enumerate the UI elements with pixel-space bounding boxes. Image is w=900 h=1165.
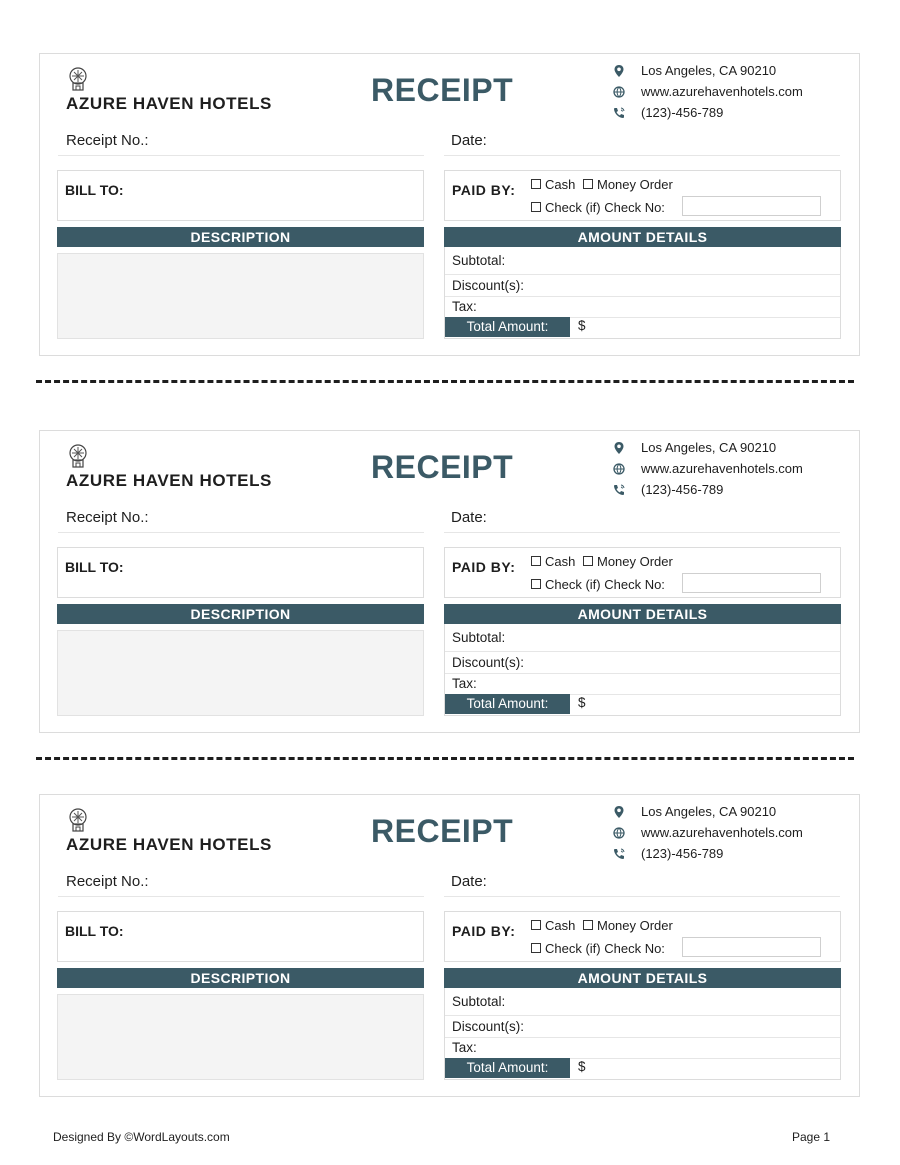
paid-by-label: PAID BY: xyxy=(452,559,516,575)
cut-line xyxy=(36,380,854,383)
payment-options-row-2 xyxy=(531,200,665,215)
check-number-field[interactable] xyxy=(682,573,821,593)
currency-symbol: $ xyxy=(578,318,586,333)
check-checkbox[interactable] xyxy=(531,579,541,589)
bill-to-label: BILL TO: xyxy=(65,559,124,575)
cash-checkbox[interactable] xyxy=(531,920,541,930)
address-text: Los Angeles, CA 90210 xyxy=(641,63,777,78)
description-header: DESCRIPTION xyxy=(57,604,424,624)
hotel-logo-icon xyxy=(65,444,91,468)
check-label: Check (if) Check No: xyxy=(545,200,665,215)
amount-details-header: AMOUNT DETAILS xyxy=(444,968,841,988)
discount-label: Discount(s): xyxy=(452,655,525,670)
receipt-number-label: Receipt No.: xyxy=(66,509,149,526)
currency-symbol: $ xyxy=(578,1059,586,1074)
location-pin-icon xyxy=(612,805,626,819)
receipt-number-line[interactable] xyxy=(58,532,424,533)
phone-icon xyxy=(612,106,626,120)
phone-text: (123)-456-789 xyxy=(641,482,724,497)
check-number-field[interactable] xyxy=(682,937,821,957)
phone-text: (123)-456-789 xyxy=(641,105,724,120)
receipt-card xyxy=(39,430,860,733)
receipt-card xyxy=(39,794,860,1097)
receipt-number-label: Receipt No.: xyxy=(66,873,149,890)
receipt-title: RECEIPT xyxy=(371,72,514,108)
money-order-label: Money Order xyxy=(596,554,673,569)
hotel-name: AZURE HAVEN HOTELS xyxy=(66,471,272,490)
description-header: DESCRIPTION xyxy=(57,968,424,988)
description-area[interactable] xyxy=(57,253,424,339)
paid-by-box xyxy=(444,170,841,221)
date-label: Date: xyxy=(451,873,487,890)
money-order-checkbox[interactable] xyxy=(583,556,593,566)
globe-icon xyxy=(612,462,626,476)
website-link[interactable]: www.azurehavenhotels.com xyxy=(641,84,803,99)
tax-label: Tax: xyxy=(452,1040,477,1055)
amount-details-box xyxy=(444,247,841,339)
discount-label: Discount(s): xyxy=(452,1019,525,1034)
paid-by-label: PAID BY: xyxy=(452,182,516,198)
subtotal-label: Subtotal: xyxy=(452,253,506,268)
bill-to-box[interactable] xyxy=(57,170,424,221)
website-link[interactable]: www.azurehavenhotels.com xyxy=(641,461,803,476)
check-checkbox[interactable] xyxy=(531,202,541,212)
money-order-checkbox[interactable] xyxy=(583,179,593,189)
page-number: Page 1 xyxy=(792,1130,831,1144)
date-label: Date: xyxy=(451,132,487,149)
bill-to-box[interactable] xyxy=(57,547,424,598)
total-amount-label: Total Amount: xyxy=(445,694,570,714)
check-number-field[interactable] xyxy=(682,196,821,216)
amount-details-header: AMOUNT DETAILS xyxy=(444,227,841,247)
location-pin-icon xyxy=(612,64,626,78)
phone-text: (123)-456-789 xyxy=(641,846,724,861)
amount-details-header: AMOUNT DETAILS xyxy=(444,604,841,624)
receipt-number-line[interactable] xyxy=(58,896,424,897)
row-divider xyxy=(445,274,840,275)
bill-to-box[interactable] xyxy=(57,911,424,962)
receipt-number-label: Receipt No.: xyxy=(66,132,149,149)
date-line[interactable] xyxy=(444,896,840,897)
hotel-name: AZURE HAVEN HOTELS xyxy=(66,94,272,113)
payment-options-row-1 xyxy=(531,177,673,192)
payment-options-row-1 xyxy=(531,918,673,933)
tax-label: Tax: xyxy=(452,299,477,314)
discount-label: Discount(s): xyxy=(452,278,525,293)
hotel-logo-icon xyxy=(65,808,91,832)
tax-label: Tax: xyxy=(452,676,477,691)
globe-icon xyxy=(612,826,626,840)
row-divider xyxy=(445,1015,840,1016)
receipt-title: RECEIPT xyxy=(371,449,514,485)
address-text: Los Angeles, CA 90210 xyxy=(641,804,777,819)
location-pin-icon xyxy=(612,441,626,455)
paid-by-label: PAID BY: xyxy=(452,923,516,939)
bill-to-label: BILL TO: xyxy=(65,923,124,939)
cash-checkbox[interactable] xyxy=(531,179,541,189)
subtotal-label: Subtotal: xyxy=(452,994,506,1009)
payment-options-row-1 xyxy=(531,554,673,569)
date-line[interactable] xyxy=(444,532,840,533)
cash-label: Cash xyxy=(545,177,576,192)
payment-options-row-2 xyxy=(531,941,665,956)
cut-line xyxy=(36,757,854,760)
total-amount-label: Total Amount: xyxy=(445,317,570,337)
bill-to-label: BILL TO: xyxy=(65,182,124,198)
description-header: DESCRIPTION xyxy=(57,227,424,247)
address-text: Los Angeles, CA 90210 xyxy=(641,440,777,455)
amount-details-box xyxy=(444,988,841,1080)
row-divider xyxy=(445,296,840,297)
row-divider xyxy=(445,673,840,674)
hotel-logo-icon xyxy=(65,67,91,91)
date-label: Date: xyxy=(451,509,487,526)
subtotal-label: Subtotal: xyxy=(452,630,506,645)
designer-credit: Designed By ©WordLayouts.com xyxy=(53,1130,230,1144)
receipt-title: RECEIPT xyxy=(371,813,514,849)
currency-symbol: $ xyxy=(578,695,586,710)
money-order-label: Money Order xyxy=(596,918,673,933)
check-label: Check (if) Check No: xyxy=(545,941,665,956)
paid-by-box xyxy=(444,911,841,962)
receipt-card xyxy=(39,53,860,356)
payment-options-row-2 xyxy=(531,577,665,592)
cash-checkbox[interactable] xyxy=(531,556,541,566)
receipt-number-line[interactable] xyxy=(58,155,424,156)
total-amount-label: Total Amount: xyxy=(445,1058,570,1078)
cash-label: Cash xyxy=(545,918,576,933)
money-order-checkbox[interactable] xyxy=(583,920,593,930)
date-line[interactable] xyxy=(444,155,840,156)
cash-label: Cash xyxy=(545,554,576,569)
check-label: Check (if) Check No: xyxy=(545,577,665,592)
description-area[interactable] xyxy=(57,630,424,716)
globe-icon xyxy=(612,85,626,99)
website-link[interactable]: www.azurehavenhotels.com xyxy=(641,825,803,840)
description-area[interactable] xyxy=(57,994,424,1080)
row-divider xyxy=(445,651,840,652)
money-order-label: Money Order xyxy=(596,177,673,192)
amount-details-box xyxy=(444,624,841,716)
row-divider xyxy=(445,1037,840,1038)
phone-icon xyxy=(612,847,626,861)
paid-by-box xyxy=(444,547,841,598)
phone-icon xyxy=(612,483,626,497)
check-checkbox[interactable] xyxy=(531,943,541,953)
hotel-name: AZURE HAVEN HOTELS xyxy=(66,835,272,854)
